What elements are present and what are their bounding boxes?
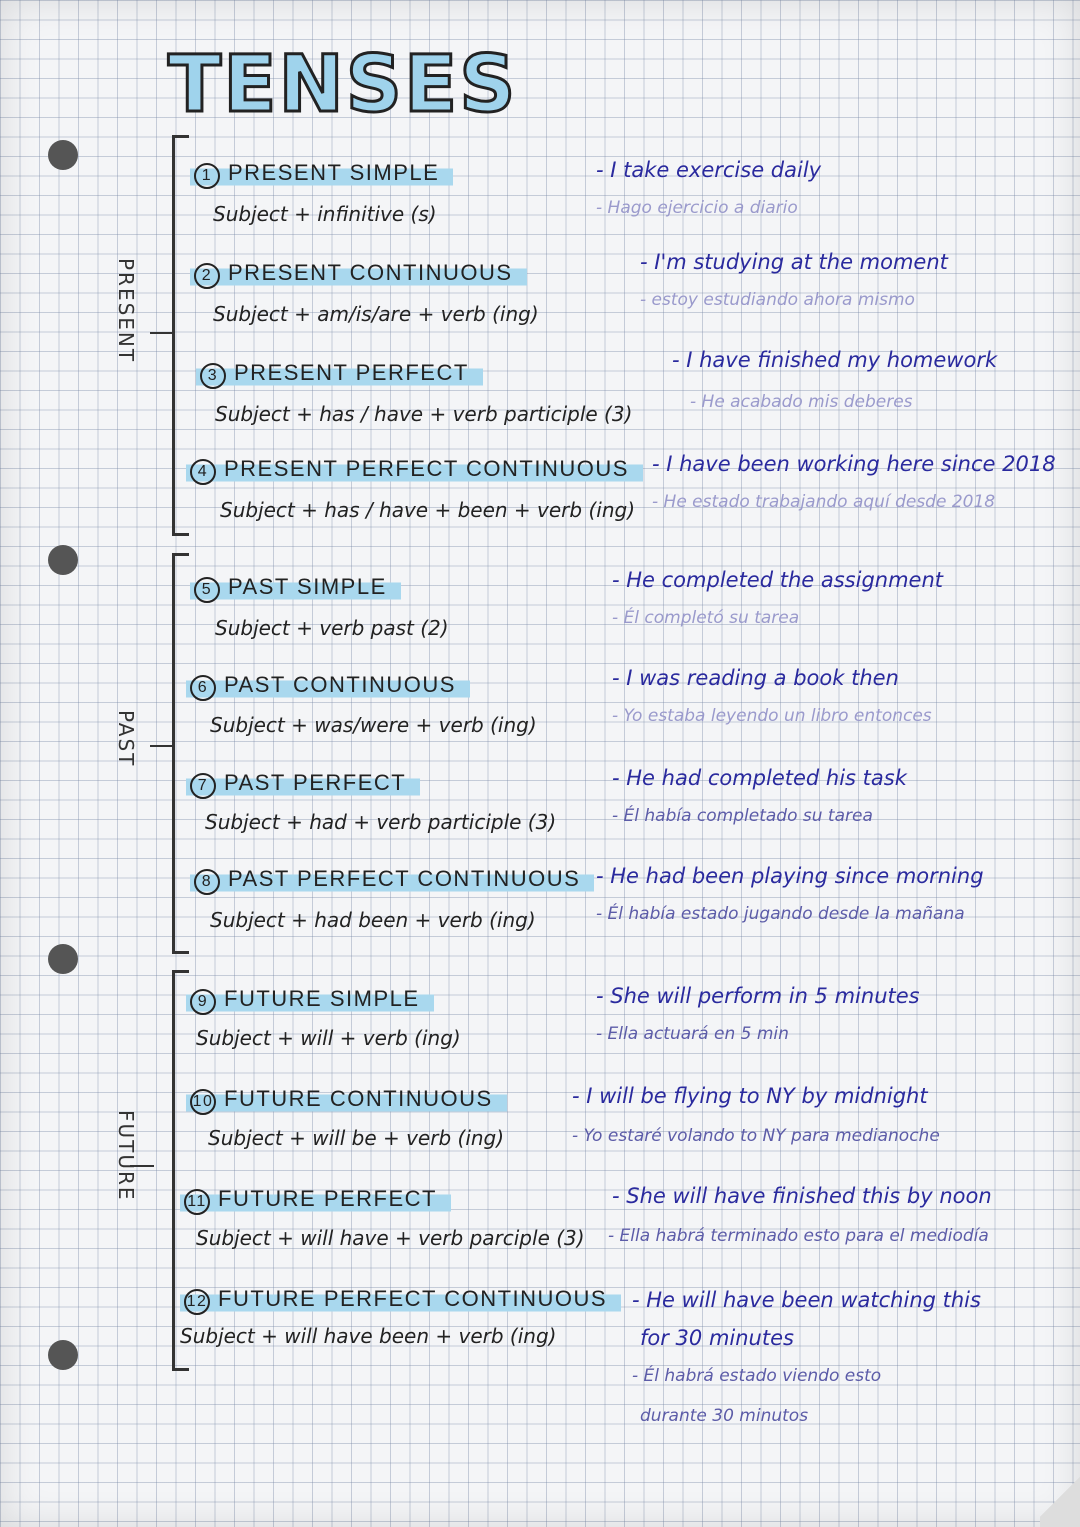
tense-formula: Subject + had been + verb (ing) <box>210 908 536 932</box>
binder-hole <box>48 944 78 974</box>
tense-name: FUTURE CONTINUOUS <box>224 1086 493 1111</box>
present-bracket-tick <box>150 332 174 334</box>
tense-heading <box>186 672 470 701</box>
example-spanish: - Ella actuará en 5 min <box>596 1024 789 1044</box>
tense-formula: Subject + am/is/are + verb (ing) <box>213 302 539 326</box>
example-spanish: - Él habrá estado viendo esto <box>632 1366 882 1386</box>
tense-number: 3 <box>200 363 226 389</box>
tense-name: FUTURE PERFECT <box>218 1186 437 1211</box>
binder-hole <box>48 545 78 575</box>
tense-number: 1 <box>194 163 220 189</box>
example-english: - I'm studying at the moment <box>640 250 948 274</box>
page-title: TENSES <box>168 40 518 130</box>
tense-heading <box>196 360 483 389</box>
example-spanish: - Él había completado su tarea <box>612 806 873 826</box>
tense-name: FUTURE SIMPLE <box>224 986 420 1011</box>
example-english: - She will have finished this by noon <box>612 1184 992 1208</box>
section-label-past: PAST <box>114 710 138 768</box>
example-english: - He had been playing since morning <box>596 864 984 888</box>
tense-name: PRESENT CONTINUOUS <box>228 260 513 285</box>
tense-heading <box>186 456 643 485</box>
tense-formula: Subject + infinitive (s) <box>213 202 437 226</box>
tense-number: 10 <box>190 1089 216 1115</box>
tense-name: PAST PERFECT CONTINUOUS <box>228 866 581 891</box>
past-bracket-tick <box>150 745 174 747</box>
example-spanish: - Él había estado jugando desde la mañana <box>596 904 965 924</box>
example-spanish: - He acabado mis deberes <box>690 392 913 412</box>
example-spanish: - Hago ejercicio a diario <box>596 198 798 218</box>
tense-name: PAST CONTINUOUS <box>224 672 456 697</box>
tense-heading <box>190 574 401 603</box>
tense-formula: Subject + was/were + verb (ing) <box>210 713 537 737</box>
example-spanish: - Ella habrá terminado esto para el mediodía <box>608 1226 989 1246</box>
section-label-future: FUTURE <box>114 1110 138 1202</box>
tense-number: 7 <box>190 773 216 799</box>
example-english-continued: for 30 minutes <box>640 1326 794 1350</box>
tense-number: 9 <box>190 989 216 1015</box>
tense-heading <box>186 1086 507 1115</box>
example-english: - I have been working here since 2018 <box>652 452 1056 476</box>
tense-formula: Subject + will have been + verb (ing) <box>180 1324 557 1348</box>
tense-formula: Subject + verb past (2) <box>215 616 449 640</box>
tense-number: 12 <box>184 1289 210 1315</box>
section-label-present: PRESENT <box>114 258 138 364</box>
tense-heading <box>190 260 527 289</box>
tense-heading <box>180 1286 621 1315</box>
tense-heading <box>190 160 453 189</box>
example-english: - I take exercise daily <box>596 158 822 182</box>
tense-name: FUTURE PERFECT CONTINUOUS <box>218 1286 608 1311</box>
example-spanish: - estoy estudiando ahora mismo <box>640 290 915 310</box>
tense-formula: Subject + has / have + been + verb (ing) <box>220 498 635 522</box>
tense-number: 6 <box>190 675 216 701</box>
tense-name: PAST PERFECT <box>224 770 407 795</box>
past-bracket <box>172 553 189 954</box>
tense-heading <box>186 986 434 1015</box>
tense-name: PRESENT PERFECT CONTINUOUS <box>224 456 629 481</box>
example-spanish: - Yo estaba leyendo un libro entonces <box>612 706 932 726</box>
example-spanish-continued: durante 30 minutos <box>640 1406 809 1426</box>
tense-number: 4 <box>190 459 216 485</box>
example-spanish: - He estado trabajando aquí desde 2018 <box>652 492 996 512</box>
binder-hole <box>48 1340 78 1370</box>
tense-formula: Subject + will be + verb (ing) <box>208 1126 505 1150</box>
example-spanish: - Él completó su tarea <box>612 608 800 628</box>
tense-formula: Subject + has / have + verb participle (3) <box>215 402 633 426</box>
tense-formula: Subject + will + verb (ing) <box>196 1026 461 1050</box>
tense-name: PRESENT SIMPLE <box>228 160 440 185</box>
example-english: - He completed the assignment <box>612 568 944 592</box>
tense-number: 8 <box>194 869 220 895</box>
example-english: - I will be flying to NY by midnight <box>572 1084 928 1108</box>
example-spanish: - Yo estaré volando to NY para medianoche <box>572 1126 940 1146</box>
example-english: - He had completed his task <box>612 766 907 790</box>
tense-name: PAST SIMPLE <box>228 574 387 599</box>
tense-number: 2 <box>194 263 220 289</box>
example-english: - She will perform in 5 minutes <box>596 984 920 1008</box>
example-english: - I have finished my homework <box>672 348 998 372</box>
binder-hole <box>48 140 78 170</box>
tense-heading <box>186 770 420 799</box>
example-english: - I was reading a book then <box>612 666 899 690</box>
tense-formula: Subject + had + verb participle (3) <box>205 810 557 834</box>
tense-formula: Subject + will have + verb parciple (3) <box>196 1226 585 1250</box>
tense-number: 11 <box>184 1189 210 1215</box>
example-english: - He will have been watching this <box>632 1288 981 1312</box>
tense-number: 5 <box>194 577 220 603</box>
tense-name: PRESENT PERFECT <box>234 360 469 385</box>
page-corner <box>1040 1467 1080 1527</box>
tense-heading <box>190 866 594 895</box>
tense-heading <box>180 1186 451 1215</box>
